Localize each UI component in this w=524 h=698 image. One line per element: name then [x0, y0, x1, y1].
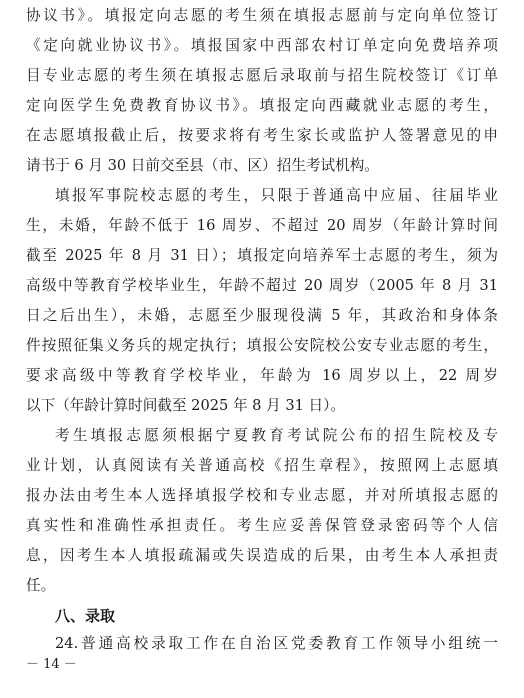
- text-line: 件按照征集义务兵的规定执行；填报公安院校公安专业志愿的考生，: [26, 337, 498, 354]
- section-heading: 八、录取: [55, 607, 116, 625]
- text-line: 以下（年龄计算时间截至 2025 年 8 月 31 日）。: [26, 397, 346, 414]
- page-number: － 14 －: [26, 657, 77, 672]
- text-line: 高级中等教育学校毕业生，年龄不超过 20 周岁（2005 年 8 月 31: [26, 277, 498, 294]
- paragraph-first-line: 填报军事院校志愿的考生，只限于普通高中应届、往届毕业: [55, 187, 498, 204]
- paragraph-first-line: 24.普通高校录取工作在自治区党委教育工作领导小组统一: [55, 635, 498, 652]
- text-line: 报办法由考生本人选择填报学校和专业志愿，并对所填报志愿的: [26, 487, 498, 504]
- text-line: 目专业志愿的考生须在填报志愿后录取前与招生院校签订《订单: [26, 67, 498, 84]
- text-line: 协议书》。填报定向志愿的考生须在填报志愿前与定向单位签订: [26, 7, 498, 24]
- text-line: 真实性和准确性承担责任。考生应妥善保管登录密码等个人信: [26, 517, 498, 534]
- text-line: 《定向就业协议书》。填报国家中西部农村订单定向免费培养项: [26, 37, 498, 54]
- paragraph-first-line: 考生填报志愿须根据宁夏教育考试院公布的招生院校及专: [55, 427, 498, 444]
- text-line: 在志愿填报截止后，按要求将有考生家长或监护人签署意见的申: [26, 127, 498, 144]
- text-line: 业计划，认真阅读有关普通高校《招生章程》，按照网上志愿填: [26, 457, 498, 474]
- text-line: 任。: [26, 577, 56, 594]
- text-line: 请书于 6 月 30 日前交至县（市、区）招生考试机构。: [26, 157, 379, 174]
- text-line: 息，因考生本人填报疏漏或失误造成的后果，由考生本人承担责: [26, 547, 498, 564]
- text-line: 截至 2025 年 8 月 31 日）；填报定向培养军士志愿的考生，须为: [26, 247, 498, 264]
- text-line: 定向医学生免费教育协议书》。填报定向西藏就业志愿的考生，: [26, 97, 498, 114]
- text-line: 日之后出生），未婚，志愿至少服现役满 5 年，其政治和身体条: [26, 307, 498, 324]
- text-line: 生，未婚，年龄不低于 16 周岁、不超过 20 周岁（年龄计算时间: [26, 217, 498, 234]
- text-line: 要求高级中等教育学校毕业，年龄为 16 周岁以上，22 周岁: [26, 367, 498, 384]
